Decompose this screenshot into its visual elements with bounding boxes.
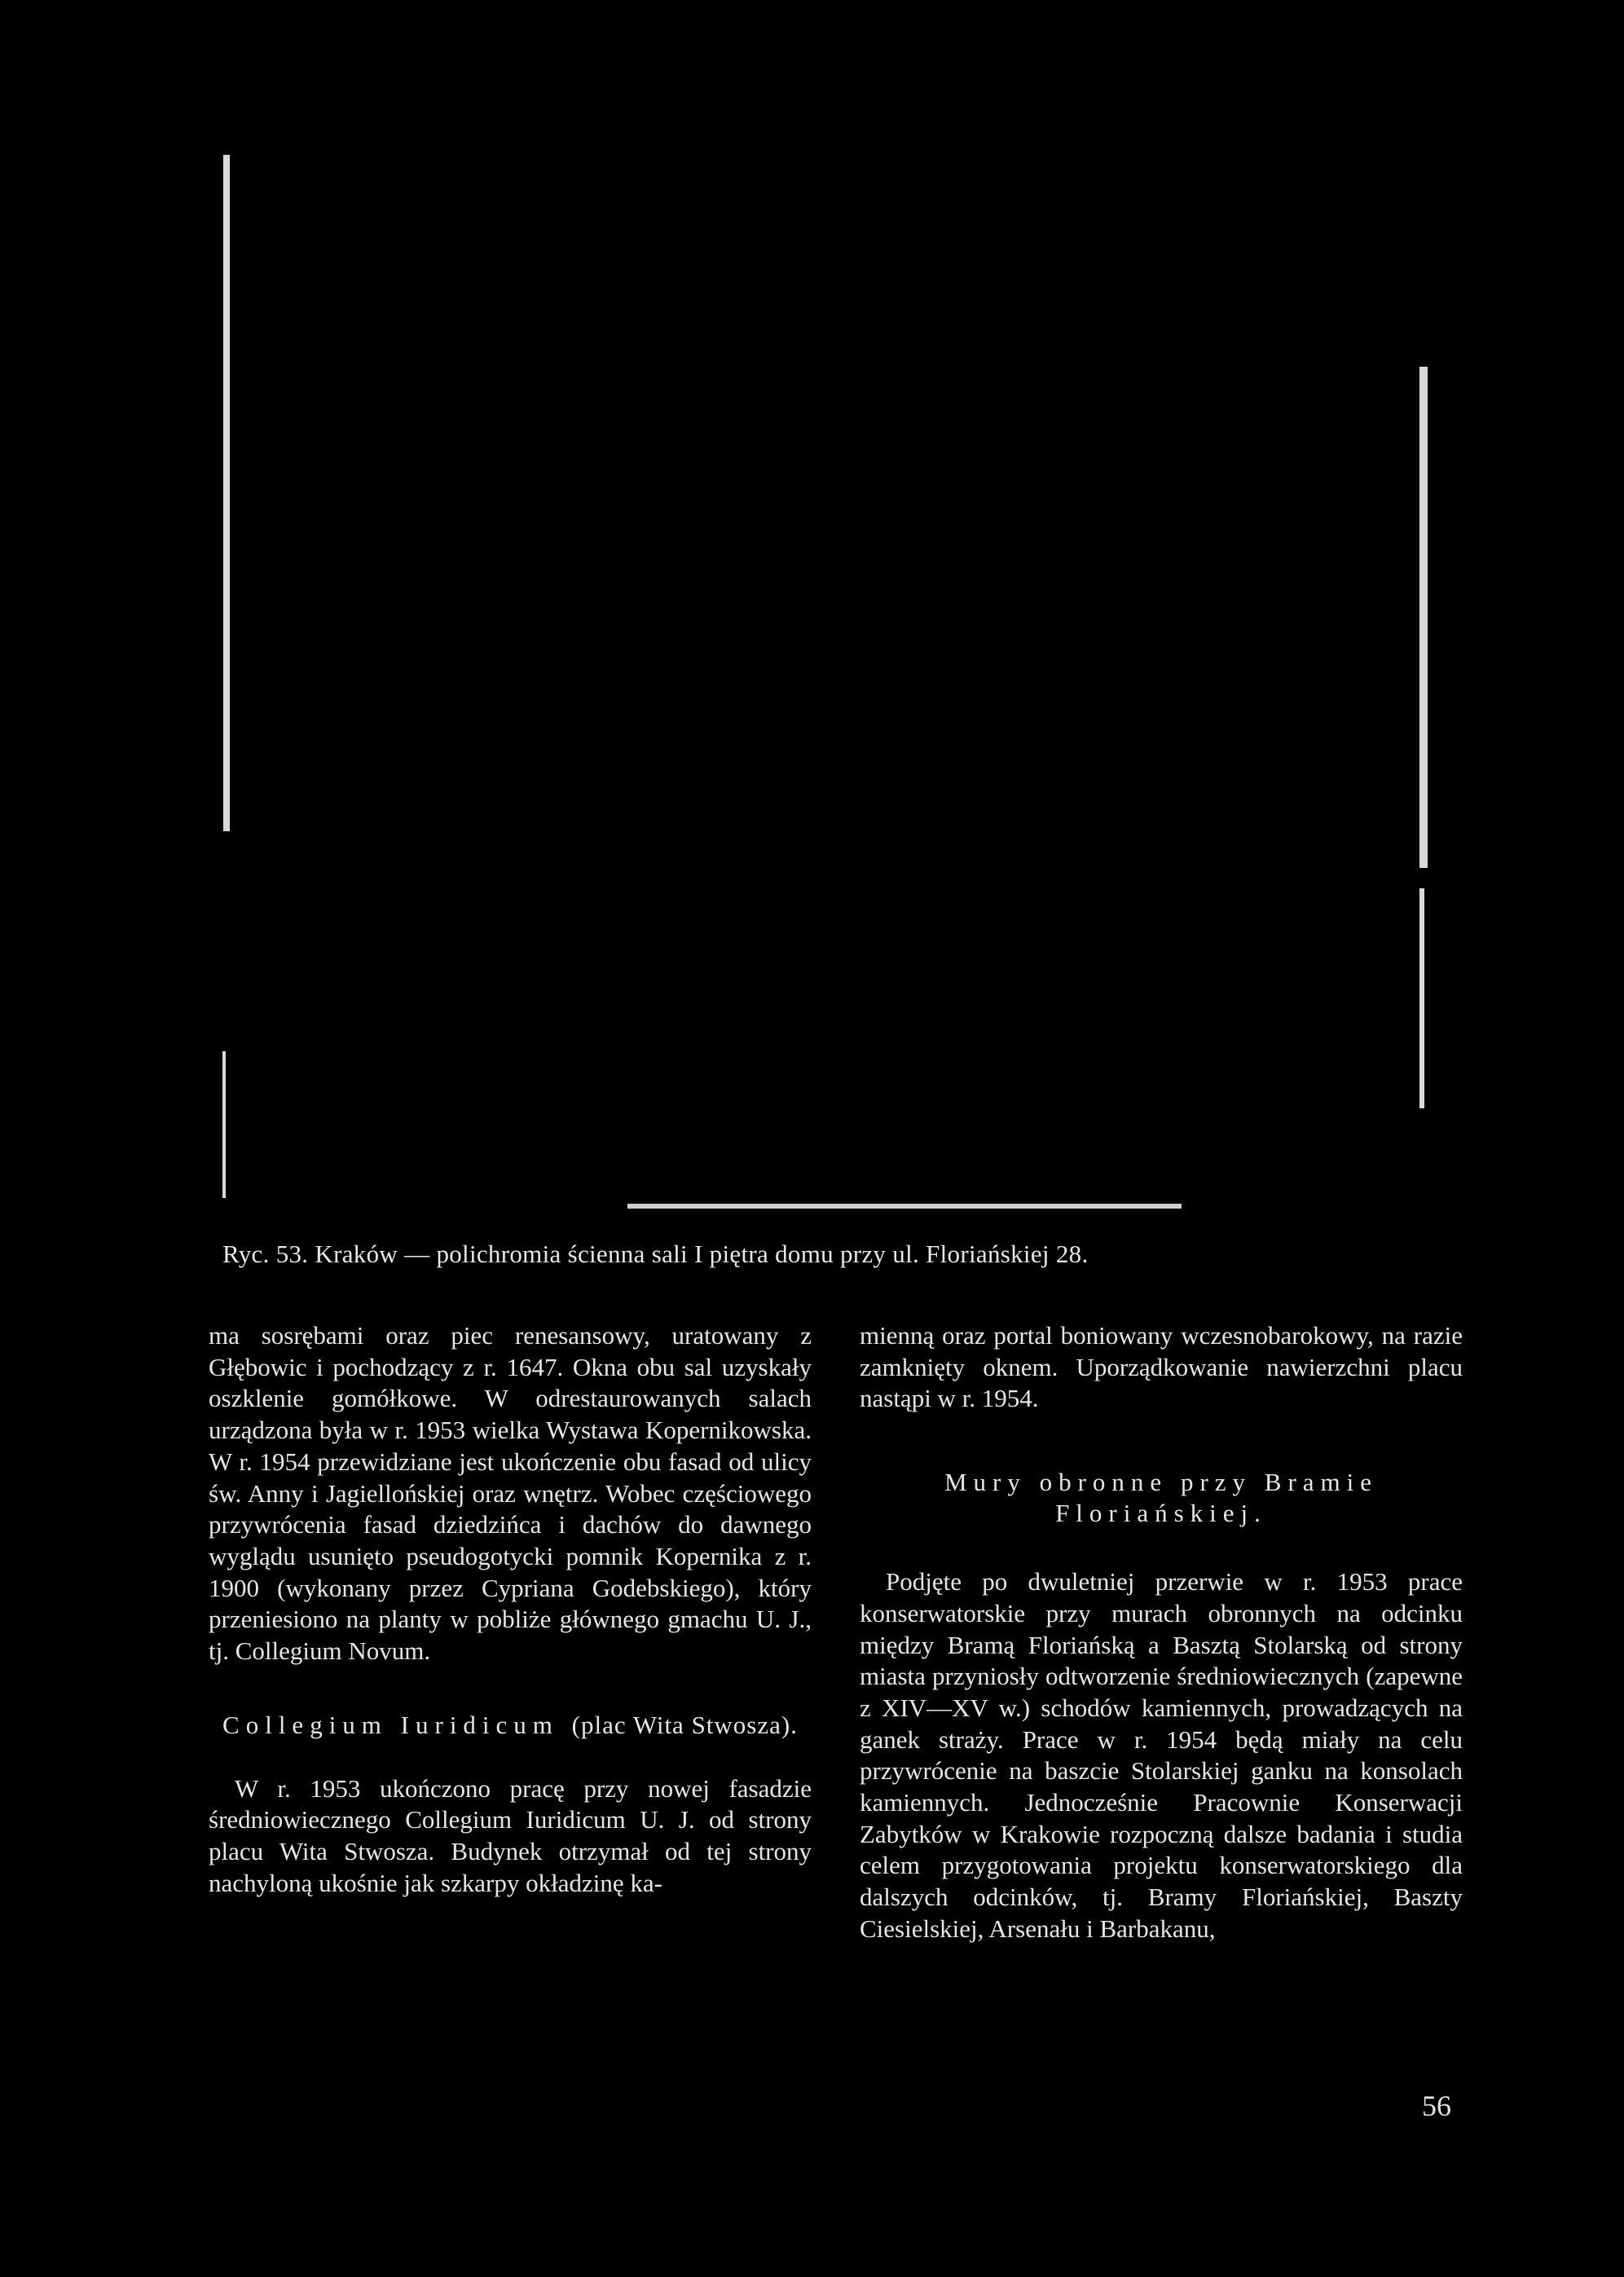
section-heading-mury-obronne: Mury obronne przy Bramie Floriańskiej. <box>944 1468 1379 1528</box>
figure-right-edge-upper <box>1419 367 1428 868</box>
right-column <box>860 1320 1463 1945</box>
page-number: 56 <box>1422 2090 1451 2122</box>
figure-caption: Ryc. 53. Kraków — polichromia ścienna sali I piętra domu przy ul. Floriańskiej 28. <box>222 1240 1089 1268</box>
left-paragraph-1: ma sosrębami oraz piec renesansowy, uratowany z Głębowic i pochodzący z r. 1647. Okna obu sal uzyskały oszklenie gomółkowe. W odrestaurowanych salach urządzona była w r. 1953 wielka Wystawa Kopernikowska. W r. 1954 przewidziane jest ukończenie obu fasad od ulicy św. Anny i Jagiellońskiej oraz wnętrz. Wobec częściowego przywrócenia fasad dziedzińca i dachów do dawnego wyglądu usunięto pseudogotycki pomnik Kopernika z r. 1900 (wykonany przez Cypriana Godebskiego), który przeniesiono na planty w pobliże głównego gmachu U. J., tj. Collegium Novum. <box>209 1321 812 1666</box>
right-paragraph-1: mienną oraz portal boniowany wczesnobarokowy, na razie zamknięty oknem. Uporządkowanie nawierzchni placu nastąpi w r. 1954. <box>860 1321 1463 1413</box>
figure-left-edge <box>223 155 230 831</box>
left-column <box>209 1320 812 1900</box>
heading-paren: (plac Wita Stwosza). <box>571 1710 798 1739</box>
section-heading-collegium-iuridicum <box>209 1710 812 1741</box>
figure-photograph <box>212 139 1450 1222</box>
right-paragraph-2: Podjęte po dwuletniej przerwie w r. 1953 prace konserwatorskie przy murach obronnych na odcinku między Bramą Floriańską a Basztą Stolarską od strony miasta przyniosły odtworzenie średniowiecznych (zapewne z XIV—XV w.) schodów kamiennych, prowadzących na ganek straży. Prace w r. 1954 będą miały na celu przywrócenie na baszcie Stolarskiej ganku na konsolach kamiennych. Jednocześnie Pracownie Konserwacji Zabytków w Krakowie rozpoczną dalsze badania i studia celem przygotowania projektu konserwatorskiego dla dalszych odcinków, tj. Bramy Floriańskiej, Baszty Ciesielskiej, Arsenału i Barbakanu, <box>860 1567 1463 1943</box>
figure-right-edge-lower <box>1419 888 1424 1108</box>
heading-main: Collegium Iuridicum <box>222 1710 559 1739</box>
figure-left-edge-lower <box>222 1051 226 1198</box>
figure-bottom-edge <box>627 1204 1182 1209</box>
left-paragraph-2: W r. 1953 ukończono pracę przy nowej fasadzie średniowiecznego Collegium Iuridicum U. J. od strony placu Wita Stwosza. Budynek otrzymał od tej strony nachyloną ukośnie jak szkarpy okładzinę ka- <box>209 1773 812 1897</box>
